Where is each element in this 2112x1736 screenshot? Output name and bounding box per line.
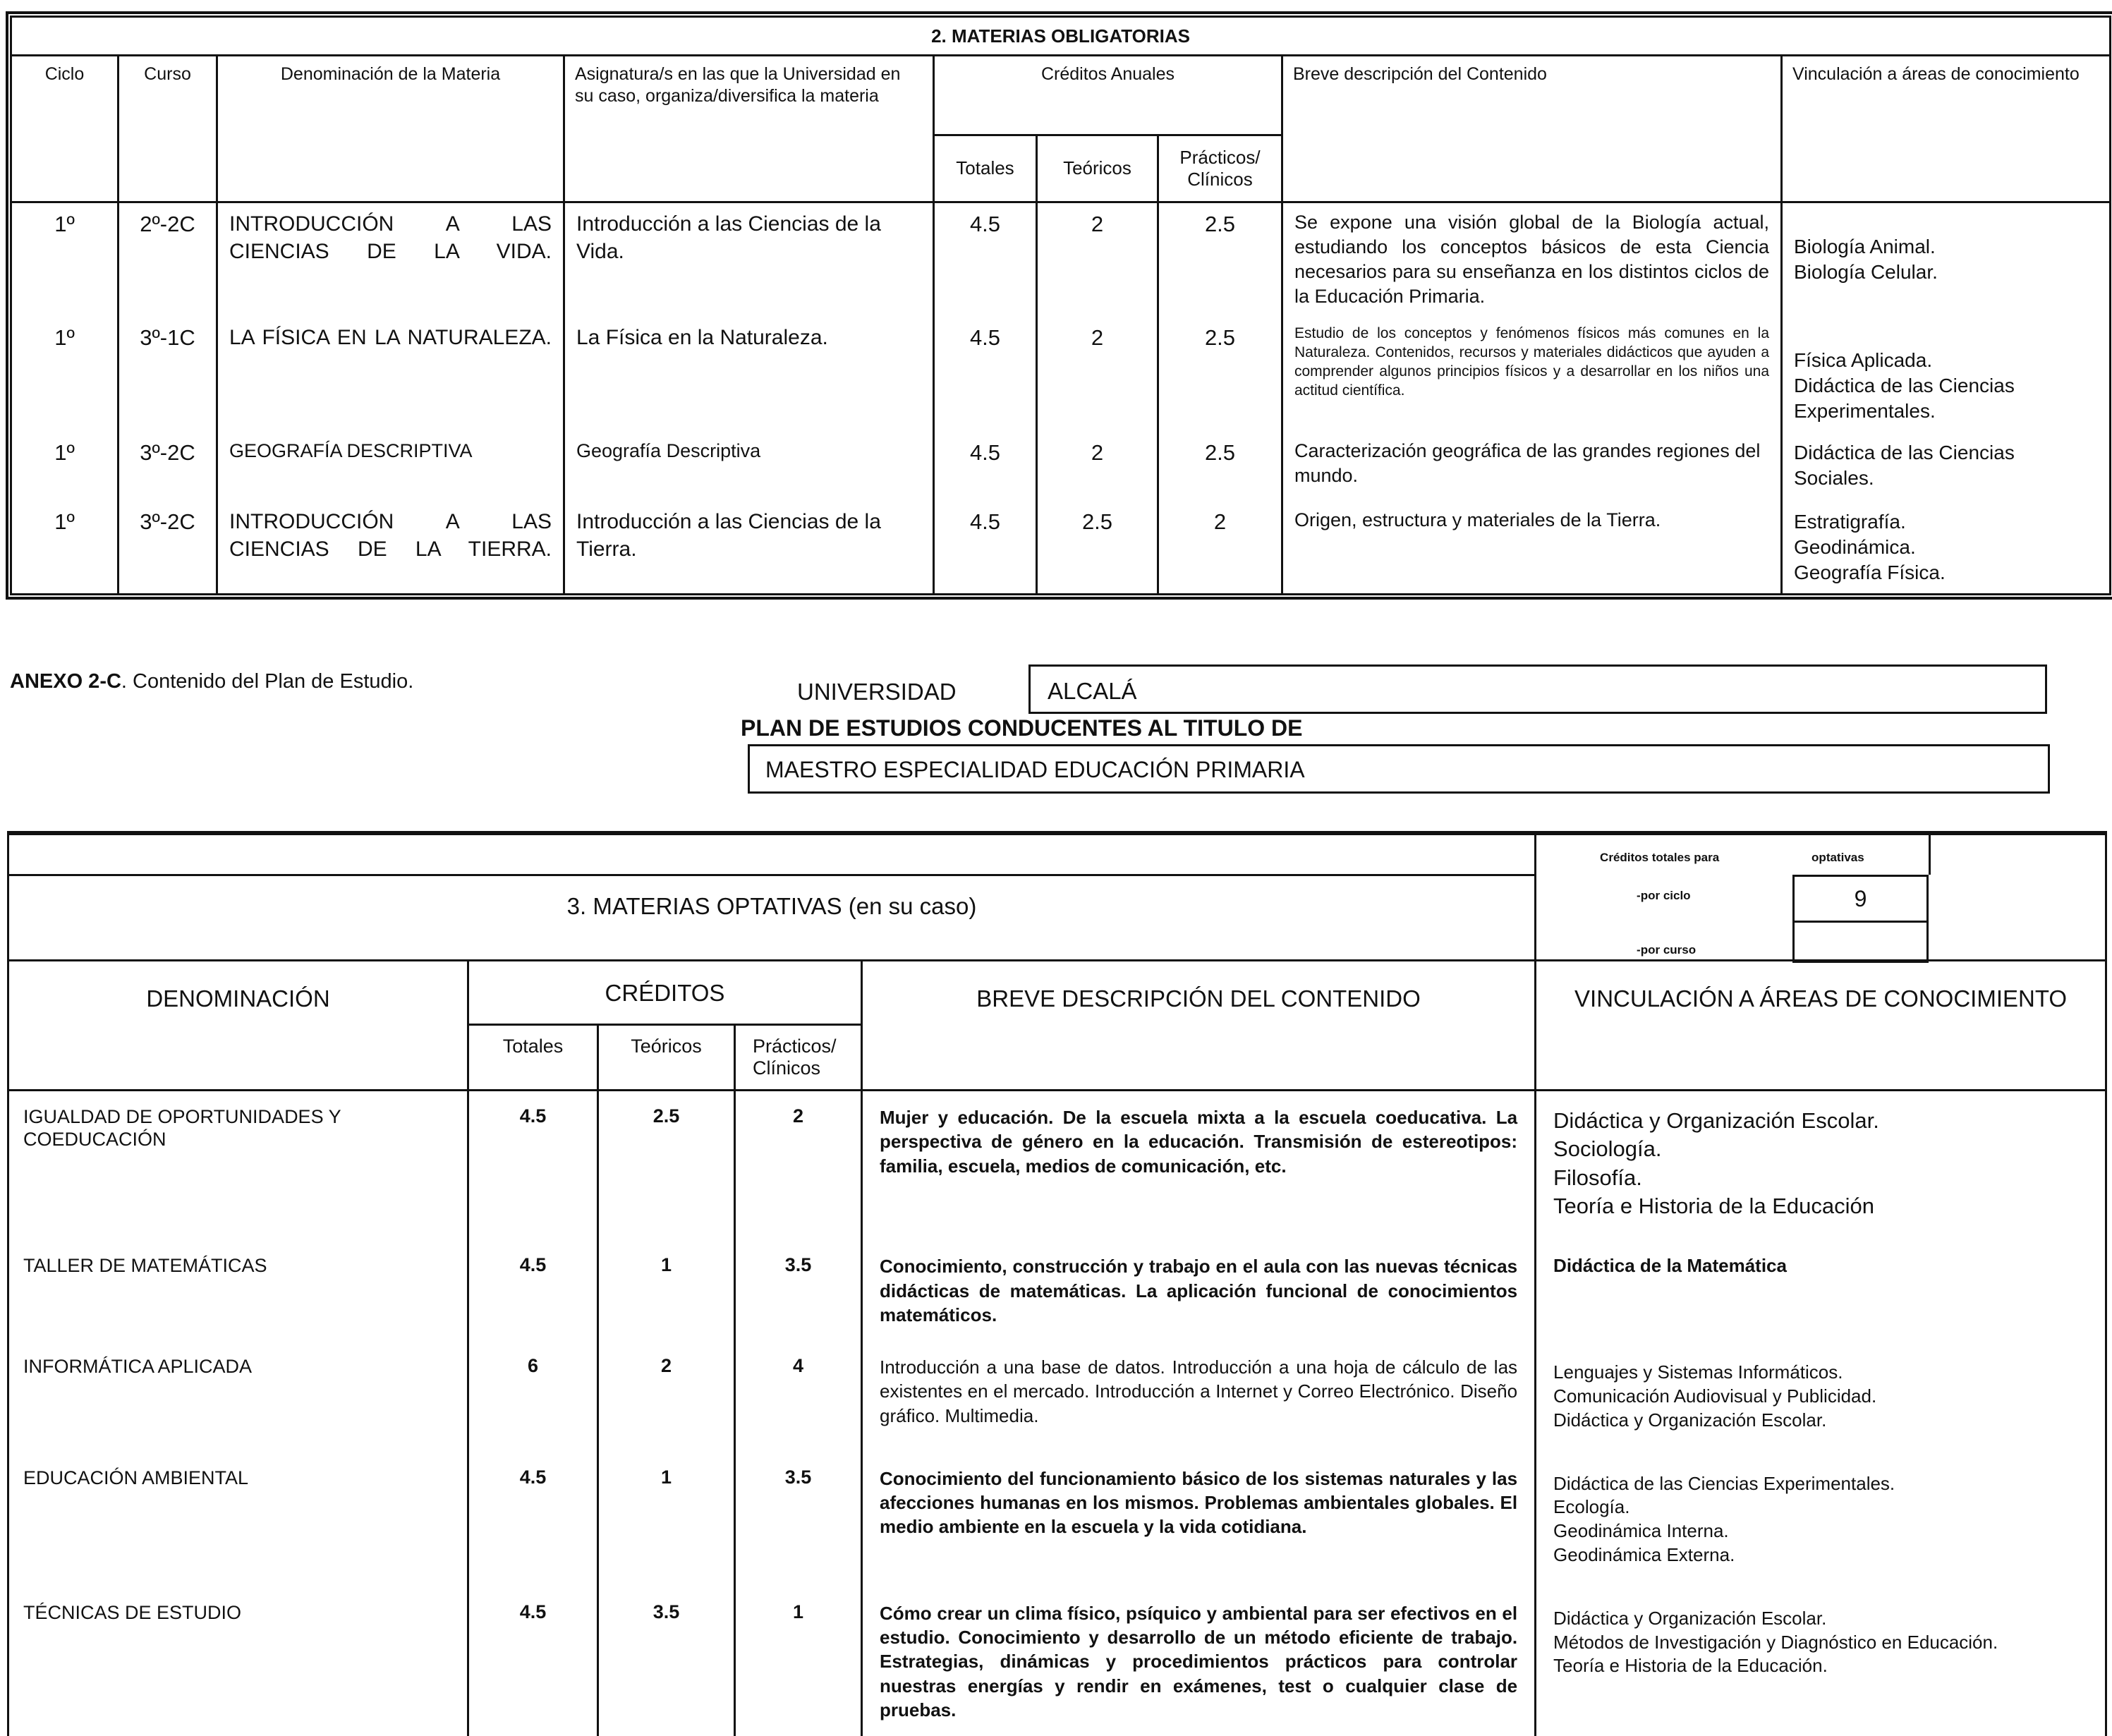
universidad-field: ALCALÁ <box>1028 664 2047 714</box>
cell-denominacion: LA FÍSICA EN LA NATURALEZA. <box>217 317 564 432</box>
cell-denominacion: EDUCACIÓN AMBIENTAL <box>8 1452 468 1587</box>
cell-denominacion: INTRODUCCIÓN A LAS CIENCIAS DE LA TIERRA. <box>217 501 564 595</box>
header-creditos: Créditos Anuales <box>934 56 1282 135</box>
por-curso-label: -por curso <box>1637 943 1697 957</box>
area-item: Comunicación Audiovisual y Publicidad. <box>1553 1385 1877 1407</box>
cell-descripcion: Estudio de los conceptos y fenómenos físicos más comunes en la Naturaleza. Contenidos, recursos y materiales didácticos que ayuden a comprender algunos principios físicos y a desarrollar en los niños una actitud científica. <box>1282 317 1782 432</box>
cell-teoricos: 1 <box>598 1240 735 1341</box>
table-title: 2. MATERIAS OBLIGATORIAS <box>11 17 2111 56</box>
cell-descripcion: Introducción a una base de datos. Introducción a una hoja de cálculo de las existentes en el mercado. Introducción a Internet y Correo Electrónico. Diseño gráfico. Multimedia. <box>862 1341 1536 1452</box>
header-denominacion: DENOMINACIÓN <box>8 961 468 1091</box>
area-item: Didáctica de la Matemática <box>1553 1255 1787 1277</box>
area-item: Biología Celular. <box>1794 261 1938 284</box>
cell-practicos: 3.5 <box>735 1452 862 1587</box>
area-item: Geografía Física. <box>1794 562 1946 584</box>
anexo-caption <box>10 670 413 693</box>
cell-areas <box>1782 432 2111 501</box>
materias-obligatorias-table <box>10 16 2111 595</box>
table-row <box>11 501 2111 595</box>
cell-teoricos: 3.5 <box>598 1587 735 1736</box>
cell-teoricos: 2 <box>1037 317 1158 432</box>
cell-practicos: 1 <box>735 1587 862 1736</box>
cell-curso: 2º-2C <box>119 202 217 317</box>
cell-denominacion: INFORMÁTICA APLICADA <box>8 1341 468 1452</box>
cell-areas <box>1536 1091 2106 1241</box>
header-practicos: Prácticos/ Clínicos <box>1158 135 1282 202</box>
creditos-totales-label: Créditos totales para <box>1600 851 1720 864</box>
cell-denominacion: IGUALDAD DE OPORTUNIDADES Y COEDUCACIÓN <box>8 1091 468 1241</box>
cell-asignatura: Introducción a las Ciencias de la Tierra. <box>564 501 934 595</box>
cell-ciclo: 1º <box>11 432 119 501</box>
cell-totales: 6 <box>468 1341 598 1452</box>
cell-descripcion: Caracterización geográfica de las grandes regiones del mundo. <box>1282 432 1782 501</box>
area-item: Sociología. <box>1553 1136 1662 1162</box>
header-descripcion: BREVE DESCRIPCIÓN DEL CONTENIDO <box>862 961 1536 1091</box>
area-item: Didáctica de las Ciencias Experimentales. <box>1553 1472 1895 1494</box>
cell-practicos: 2.5 <box>1158 202 1282 317</box>
cell-ciclo: 1º <box>11 202 119 317</box>
cell-areas <box>1536 1452 2106 1587</box>
optativas-title-cell <box>8 833 1536 961</box>
area-item: Filosofía. <box>1553 1165 1642 1190</box>
cell-practicos: 2.5 <box>1158 317 1282 432</box>
cell-totales: 4.5 <box>934 317 1037 432</box>
cell-totales: 4.5 <box>934 202 1037 317</box>
area-item: Geodinámica. <box>1794 536 1916 559</box>
header-vinculacion: VINCULACIÓN A ÁREAS DE CONOCIMIENTO <box>1536 961 2106 1091</box>
cell-descripcion: Conocimiento, construcción y trabajo en el aula con las nuevas técnicas didácticas de matemáticas. La aplicación funcional de conocimientos matemáticos. <box>862 1240 1536 1341</box>
table-row <box>11 202 2111 317</box>
table-row <box>8 1091 2106 1241</box>
cell-descripcion: Origen, estructura y materiales de la Tierra. <box>1282 501 1782 595</box>
header-ciclo: Ciclo <box>11 56 119 202</box>
table-row <box>8 1452 2106 1587</box>
cell-areas <box>1782 501 2111 595</box>
header-totales: Totales <box>934 135 1037 202</box>
cell-denominacion: TALLER DE MATEMÁTICAS <box>8 1240 468 1341</box>
cell-teoricos: 2.5 <box>1037 501 1158 595</box>
cell-descripcion: Se expone una visión global de la Biología actual, estudiando los conceptos básicos de esta Ciencia necesarios para su enseñanza en los distintos ciclos de la Educación Primaria. <box>1282 202 1782 317</box>
cell-teoricos: 2.5 <box>598 1091 735 1241</box>
cell-teoricos: 2 <box>598 1341 735 1452</box>
cell-descripcion: Cómo crear un clima físico, psíquico y ambiental para ser efectivos en el estudio. Conocimiento y desarrollo de un método eficiente de trabajo. Estrategias, dinámicas y procedimientos prácticos para controlar nuestras energías y rendir en exámenes, test o cualquier clase de pruebas. <box>862 1587 1536 1736</box>
cell-curso: 3º-1C <box>119 317 217 432</box>
cell-asignatura: Introducción a las Ciencias de la Vida. <box>564 202 934 317</box>
cell-practicos: 3.5 <box>735 1240 862 1341</box>
cell-totales: 4.5 <box>468 1240 598 1341</box>
area-item: Teoría e Historia de la Educación. <box>1553 1655 1828 1677</box>
header-vinculacion: Vinculación a áreas de conocimiento <box>1782 56 2111 202</box>
cell-totales: 4.5 <box>934 432 1037 501</box>
area-item: Ecología. <box>1553 1496 1630 1518</box>
area-item: Didáctica de las Ciencias Sociales. <box>1794 441 2015 490</box>
area-item: Didáctica y Organización Escolar. <box>1553 1409 1827 1431</box>
area-item: Métodos de Investigación y Diagnóstico en Educación. <box>1553 1631 1998 1653</box>
table-row <box>11 317 2111 432</box>
cell-curso: 3º-2C <box>119 432 217 501</box>
cell-asignatura: Geografía Descriptiva <box>564 432 934 501</box>
cell-practicos: 2.5 <box>1158 432 1282 501</box>
cell-asignatura: La Física en la Naturaleza. <box>564 317 934 432</box>
universidad-label: UNIVERSIDAD <box>797 679 957 705</box>
cell-areas <box>1782 317 2111 432</box>
header-teoricos: Teóricos <box>598 1025 735 1091</box>
header-totales: Totales <box>468 1025 598 1091</box>
cell-totales: 4.5 <box>468 1091 598 1241</box>
area-item: Estratigrafía. <box>1794 510 1906 533</box>
creditos-totales-box <box>1536 833 2106 961</box>
cell-ciclo: 1º <box>11 317 119 432</box>
area-item: Geodinámica Externa. <box>1553 1543 1735 1565</box>
cell-areas <box>1782 202 2111 317</box>
cell-denominacion: TÉCNICAS DE ESTUDIO <box>8 1587 468 1736</box>
area-item: Geodinámica Interna. <box>1553 1520 1729 1542</box>
cell-curso: 3º-2C <box>119 501 217 595</box>
cell-totales: 4.5 <box>468 1452 598 1587</box>
area-item: Teoría e Historia de la Educación <box>1553 1193 1874 1218</box>
cell-practicos: 2 <box>735 1091 862 1241</box>
cell-totales: 4.5 <box>934 501 1037 595</box>
area-item: Didáctica y Organización Escolar. <box>1553 1108 1879 1133</box>
area-item: Biología Animal. <box>1794 236 1936 257</box>
por-curso-value <box>1792 921 1929 963</box>
table-row <box>11 432 2111 501</box>
area-item: Didáctica de las Ciencias Experimentales. <box>1794 374 2015 423</box>
cell-descripcion: Conocimiento del funcionamiento básico de los sistemas naturales y las afecciones humanas en los mismos. Problemas ambientales globales. El medio ambiente en la escuela y la vida cotidiana. <box>862 1452 1536 1587</box>
cell-denominacion: GEOGRAFÍA DESCRIPTIVA <box>217 432 564 501</box>
cell-totales: 4.5 <box>468 1587 598 1736</box>
cell-practicos: 4 <box>735 1341 862 1452</box>
anexo-text: . Contenido del Plan de Estudio. <box>121 670 414 693</box>
header-teoricos: Teóricos <box>1037 135 1158 202</box>
optativas-title: 3. MATERIAS OPTATIVAS (en su caso) <box>566 892 977 919</box>
header-asignatura: Asignatura/s en las que la Universidad en su caso, organiza/diversifica la materia <box>564 56 934 202</box>
cell-teoricos: 2 <box>1037 432 1158 501</box>
materias-optativas-table <box>7 831 2107 1736</box>
area-item: Didáctica y Organización Escolar. <box>1553 1607 1827 1629</box>
anexo-label: ANEXO 2-C <box>10 670 121 693</box>
cell-teoricos: 2 <box>1037 202 1158 317</box>
cell-teoricos: 1 <box>598 1452 735 1587</box>
header-descripcion: Breve descripción del Contenido <box>1282 56 1782 202</box>
table-row <box>8 1587 2106 1736</box>
por-ciclo-value: 9 <box>1792 875 1929 923</box>
cell-practicos: 2 <box>1158 501 1282 595</box>
cell-areas <box>1536 1341 2106 1452</box>
cell-descripcion: Mujer y educación. De la escuela mixta a la escuela coeducativa. La perspectiva de género en la educación. Transmisión de estereotipos: familia, escuela, medios de comunicación, etc. <box>862 1091 1536 1241</box>
cell-areas <box>1536 1587 2106 1736</box>
area-item: Física Aplicada. <box>1794 348 1933 371</box>
area-item: Lenguajes y Sistemas Informáticos. <box>1553 1361 1843 1383</box>
plan-title: PLAN DE ESTUDIOS CONDUCENTES AL TITULO DE <box>741 715 1303 741</box>
optativas-label: optativas <box>1811 851 1864 864</box>
header-denominacion: Denominación de la Materia <box>217 56 564 202</box>
header-practicos: Prácticos/ Clínicos <box>735 1025 862 1091</box>
plan-field: MAESTRO ESPECIALIDAD EDUCACIÓN PRIMARIA <box>748 744 2050 794</box>
table-row <box>8 1240 2106 1341</box>
cell-ciclo: 1º <box>11 501 119 595</box>
cell-areas <box>1536 1240 2106 1341</box>
table-row <box>8 1341 2106 1452</box>
cell-denominacion: INTRODUCCIÓN A LAS CIENCIAS DE LA VIDA. <box>217 202 564 317</box>
header-curso: Curso <box>119 56 217 202</box>
header-creditos: CRÉDITOS <box>468 961 862 1025</box>
por-ciclo-label: -por ciclo <box>1637 889 1691 902</box>
